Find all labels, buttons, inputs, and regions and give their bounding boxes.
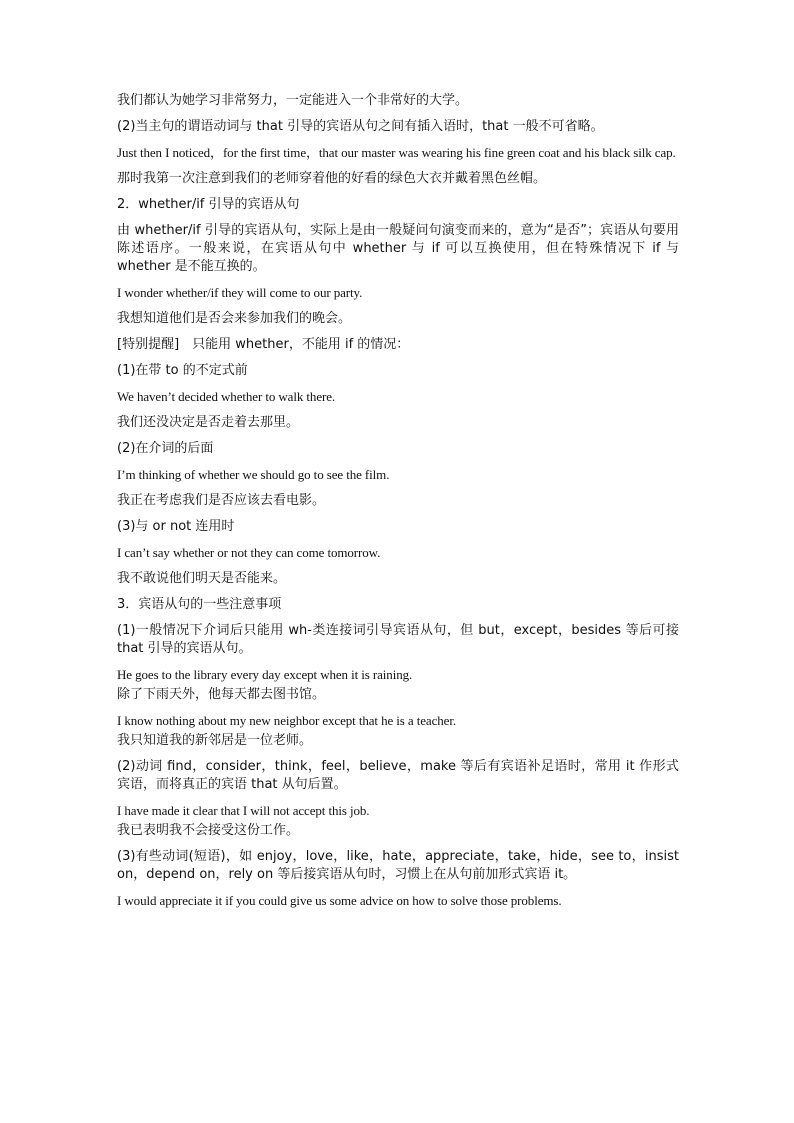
section-heading-3: 3．宾语从句的一些注意事项 [117, 597, 282, 612]
text-line-23: I know nothing about my new neighbor except that he is a teacher. [117, 713, 456, 728]
text-line-16: (3)与 or not 连用时 [117, 519, 235, 534]
text-line-11: We haven’t decided whether to walk there. [117, 389, 336, 404]
text-line-26: I have made it clear that I will not accept this job. [117, 803, 370, 818]
document-page [117, 92, 679, 918]
text-line-4: 那时我第一次注意到我们的老师穿着他的好看的绿色大衣并戴着黑色丝帽。 [117, 171, 547, 186]
text-line-13: (2)在介词的后面 [117, 441, 214, 456]
text-line-24: 我只知道我的新邻居是一位老师。 [117, 733, 313, 748]
section-heading-2: 2．whether/if 引导的宾语从句 [117, 197, 300, 212]
text-line-2: (2)当主句的谓语动词与 that 引导的宾语从句之间有插入语时，that 一般不可省略。 [117, 119, 604, 134]
text-line-28: (3)有些动词(短语)，如 enjoy，love，like，hate，appreciate，take，hide，see to，insist on，depend on，rely on 等后接宾语从句时，习惯上在从句前加形式宾语 it。 [117, 849, 679, 882]
text-line-22: 除了下雨天外，他每天都去图书馆。 [117, 687, 326, 702]
text-line-8: 我想知道他们是否会来参加我们的晚会。 [117, 311, 352, 326]
text-line-14: I’m thinking of whether we should go to see the film. [117, 467, 390, 482]
text-line-3: Just then I noticed，for the first time，that our master was wearing his fine green coat and his black silk cap. [117, 145, 676, 160]
text-line-10: (1)在带 to 的不定式前 [117, 363, 248, 378]
text-line-21: He goes to the library every day except when it is raining. [117, 667, 413, 682]
text-line-18: 我不敢说他们明天是否能来。 [117, 571, 287, 586]
special-note: [特别提醒] 只能用 whether，不能用 if 的情况： [117, 337, 410, 352]
text-line-12: 我们还没决定是否走着去那里。 [117, 415, 300, 430]
text-line-1: 我们都认为她学习非常努力，一定能进入一个非常好的大学。 [117, 93, 469, 108]
text-line-20: (1)一般情况下介词后只能用 wh-类连接词引导宾语从句，但 but，except，besides 等后可接 that 引导的宾语从句。 [117, 623, 679, 656]
text-line-29: I would appreciate it if you could give us some advice on how to solve those problems. [117, 893, 562, 908]
text-line-17: I can’t say whether or not they can come tomorrow. [117, 545, 381, 560]
text-line-7: I wonder whether/if they will come to our party. [117, 285, 363, 300]
text-line-15: 我正在考虑我们是否应该去看电影。 [117, 493, 326, 508]
text-line-25: (2)动词 find，consider，think，feel，believe，make 等后有宾语补足语时，常用 it 作形式宾语，而将真正的宾语 that 从句后置。 [117, 759, 679, 792]
text-line-6: 由 whether/if 引导的宾语从句，实际上是由一般疑问句演变而来的，意为“是否”；宾语从句要用陈述语序。一般来说，在宾语从句中 whether 与 if 可以互换使用，但在特殊情况下 if 与 whether 是不能互换的。 [117, 223, 679, 274]
text-line-27: 我已表明我不会接受这份工作。 [117, 823, 300, 838]
